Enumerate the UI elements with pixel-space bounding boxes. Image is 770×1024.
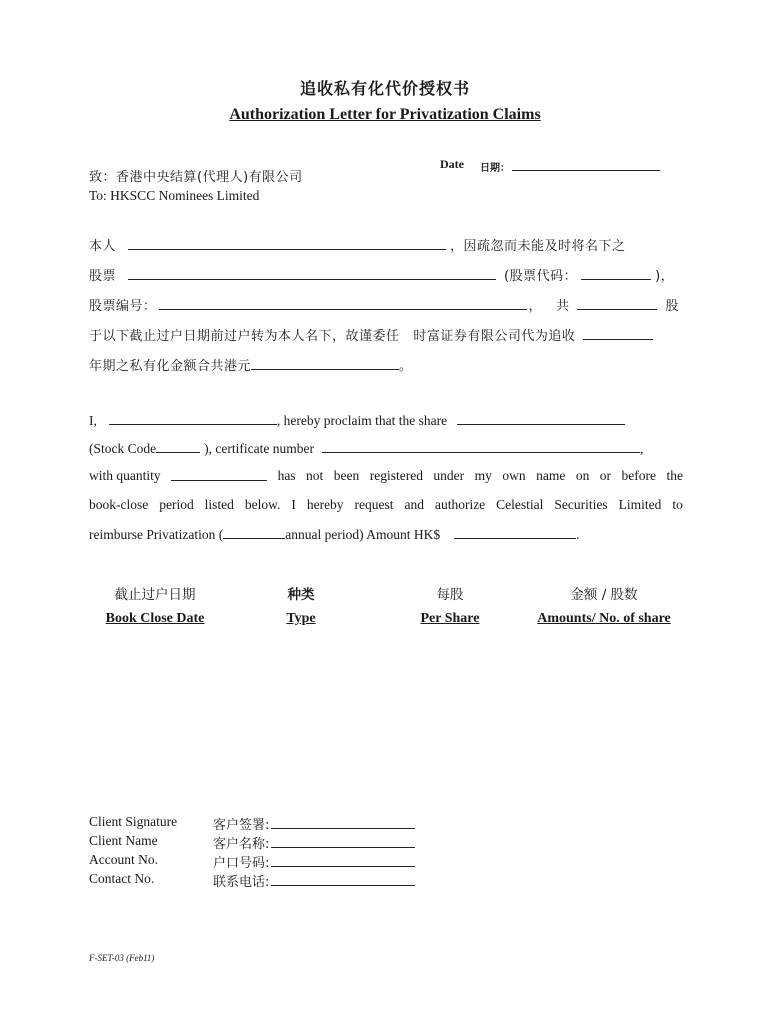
annual-period-line[interactable] [583,327,653,340]
en-text: . [576,527,580,542]
en-text: I, [89,413,97,428]
en-word: before [621,468,656,483]
en-line-3 [89,468,683,484]
zh-line-2 [89,265,674,284]
account-no-line[interactable] [271,854,415,867]
client-name-line[interactable] [271,835,415,848]
zh-text: 共 [555,299,570,314]
addressee-english: To: HKSCC Nominees Limited [89,188,260,203]
en-text: , hereby proclaim that the share [276,413,448,428]
certificate-number-line[interactable] [159,297,527,310]
col-header-type-zh: 种类 [287,587,315,603]
en-word: my [474,468,492,483]
account-no-label-zh: 户口号码: [213,856,270,871]
client-name-label-zh: 客户名称: [213,837,270,852]
en-text: , [639,441,644,456]
en-annual-period-line[interactable] [223,526,285,539]
en-word: period [159,497,194,512]
client-signature-label-zh: 客户签署: [213,818,270,833]
contact-no-row [213,871,415,890]
en-word: registered [369,468,423,483]
en-word: authorize [434,497,486,512]
contact-no-line[interactable] [271,873,415,886]
en-word: listed [204,497,234,512]
col-header-book-close-date-zh: 截止过户日期 [114,587,196,603]
en-word: Celestial [496,497,544,512]
zh-text: 股票编号： [89,299,157,314]
client-name-row [213,833,415,852]
en-word: request [354,497,394,512]
en-text: reimburse Privatization ( [89,527,224,542]
en-line-2 [89,440,643,457]
en-word: below. [244,497,281,512]
stock-code-line[interactable] [581,267,651,280]
col-header-amounts-zh: 金额 / 股数 [570,587,638,603]
date-label-chinese: 日期： [480,163,510,174]
zh-text: 本人 [89,239,117,254]
account-no-label-en: Account No. [89,852,158,867]
date-label-english: Date [440,157,464,171]
en-amount-line[interactable] [454,526,576,539]
contact-no-label-en: Contact No. [89,871,155,886]
col-header-amounts-en: Amounts/ No. of share [537,611,671,626]
en-text: ), certificate number [204,441,314,456]
client-signature-label-en: Client Signature [89,814,178,829]
en-stock-code-line[interactable] [156,440,200,453]
en-word: not [306,468,324,483]
zh-text: (股票代码： [504,269,578,284]
en-word: name [536,468,566,483]
date-row [480,159,660,174]
zh-line-3 [89,295,679,314]
en-word: the [666,468,683,483]
title-chinese: 追收私有化代价授权书 [299,79,470,98]
zh-line-1 [89,235,626,254]
zh-text: 。 [399,359,413,374]
en-text: annual period) Amount HK$ [285,527,441,542]
en-word: Limited [618,497,662,512]
title-english: Authorization Letter for Privatization Claims [229,106,541,123]
en-line-4 [89,497,683,513]
client-signature-row [213,814,415,833]
zh-text: 时富证券有限公司代为追收 [413,329,576,344]
en-word: own [502,468,526,483]
en-line-1 [89,412,629,429]
en-holder-name-line[interactable] [109,412,277,425]
en-word: has [277,468,296,483]
en-text: with quantity [89,468,161,483]
zh-line-4 [89,325,657,344]
en-word: and [404,497,424,512]
form-code-footer: F-SET-03 (Feb11) [89,953,155,963]
en-word: book-close [89,497,149,512]
en-share-line[interactable] [457,412,625,425]
amount-hkd-line[interactable] [251,357,399,370]
zh-line-5 [89,355,413,374]
col-header-per-share-zh: 每股 [436,587,464,603]
date-input-line[interactable] [512,161,660,171]
zh-text: 股 [665,299,679,314]
col-header-type-en: Type [286,611,316,626]
zh-text: )， [655,269,675,284]
addressee-chinese: 致：香港中央结算(代理人)有限公司 [89,170,303,185]
zh-text: 于以下截止过户日期前过户转为本人名下，故谨委任 [89,329,400,344]
account-no-row [213,852,415,871]
en-quantity-line[interactable] [171,468,267,481]
zh-text: ， [528,299,543,314]
en-word: I [291,497,296,512]
en-word: to [672,497,683,512]
stock-name-line[interactable] [128,267,496,280]
holder-name-line[interactable] [128,237,446,250]
zh-text: 股票 [89,269,117,284]
quantity-line[interactable] [577,297,657,310]
en-word: under [433,468,465,483]
client-name-label-en: Client Name [89,833,158,848]
en-word: Securities [554,497,608,512]
en-word: on [575,468,590,483]
col-header-per-share-en: Per Share [420,611,480,626]
en-word: hereby [306,497,344,512]
client-signature-line[interactable] [271,816,415,829]
zh-text: 年期之私有化金额合共港元 [89,359,252,374]
col-header-book-close-date-en: Book Close Date [105,611,205,626]
en-certificate-number-line[interactable] [322,440,640,453]
en-word: or [599,468,612,483]
en-word: been [333,468,360,483]
en-line-5 [89,526,579,543]
zh-text: ，因疏忽而未能及时将名下之 [450,239,626,254]
contact-no-label-zh: 联系电话: [213,875,270,890]
en-text: (Stock Code [89,441,157,456]
